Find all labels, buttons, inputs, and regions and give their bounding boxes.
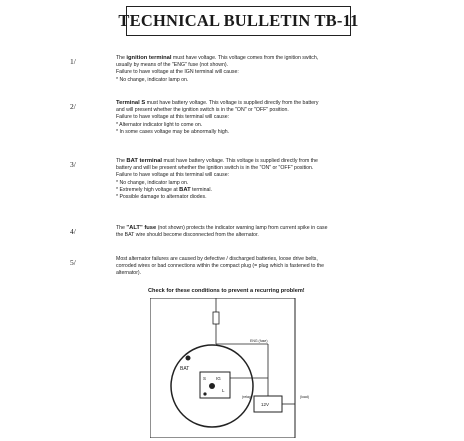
line-text-after: terminal. [190,186,212,193]
section-number: 2/ [70,102,76,111]
line-emphasis: BAT terminal [126,158,163,164]
line-emphasis: "ALT" fuse [126,225,157,231]
line-text: battery and will be present whether the ignition switch is in the "ON" or "OFF" position. [116,165,314,172]
text-line [116,256,416,263]
text-line [116,270,416,277]
line-text-after: must have voltage. This voltage comes from the ignition switch, [171,55,319,61]
section-text [116,55,416,84]
line-text-after: must have battery voltage. This voltage is supplied directly from the battery [145,100,319,106]
text-line [116,225,416,232]
text-line [116,187,416,194]
line-text: usually by means of the "ENG" fuse (not shown). [116,62,229,69]
section-number: 1/ [70,57,76,66]
line-text: The [116,225,127,231]
load-label: (load) [300,395,309,399]
text-line [116,129,416,136]
text-line [116,114,416,121]
section-text [116,158,416,201]
line-emphasis: ignition terminal [126,55,172,61]
section-number: 5/ [70,258,76,267]
text-line [116,55,416,62]
line-text: corroded wires or bad connections within the compact plug (= plug which is fastened to the [116,263,325,270]
line-text: * Extremely high voltage at [116,186,180,193]
line-text: the BAT wire should become disconnected from the alternator. [116,232,259,239]
line-emphasis: Terminal S [116,100,146,106]
text-line [116,69,416,76]
text-line [116,263,416,270]
line-text: and will present whether the ignition switch is in the "ON" or "OFF" position. [116,107,289,114]
text-line [116,122,416,129]
line-text: The [116,158,127,164]
line-text: alternator). [116,270,142,277]
section-number: 4/ [70,227,76,236]
check-conditions-text: Check for these conditions to prevent a recurring problem! [148,288,305,294]
text-line [116,62,416,69]
plug-pin [203,392,206,395]
line-text: * Possible damage to alternator diodes. [116,194,207,201]
text-line [116,77,416,84]
line-emphasis: BAT [179,186,191,193]
line-text: Failure to have voltage at this terminal will cause: [116,114,230,121]
text-line [116,107,416,114]
section-text [116,100,416,136]
section-number: 3/ [70,160,76,169]
line-text: The [116,55,127,61]
l-label: L [222,388,225,393]
bat-terminal [186,356,191,361]
line-text: Failure to have voltage at the IGN terminal will cause: [116,69,239,76]
fuse-symbol [213,312,219,324]
line-text-after: must have battery voltage. This voltage is supplied directly from the [162,158,318,164]
line-text: * No change, indicator lamp on. [116,76,189,83]
text-line [116,232,416,239]
line-text: * Alternator indicator light to come on. [116,121,203,128]
text-line [116,165,416,172]
voltage-label: 12V [261,402,270,407]
title-box [118,6,359,36]
diagram-frame [150,298,295,438]
plug-center [209,383,215,389]
line-text: Failure to have voltage at this terminal will cause: [116,172,230,179]
bat-label: BAT [180,366,190,372]
wiring-diagram [150,298,350,438]
page-title: TECHNICAL BULLETIN TB-11 [118,11,359,30]
section-text [116,225,416,239]
line-text: * No change, indicator lamp on. [116,179,189,186]
s-label: S [203,376,207,381]
section-text [116,256,416,278]
line-text: * In some cases voltage may be abnormally high. [116,128,230,135]
ig-label: IG [216,376,221,381]
text-line [116,194,416,201]
text-line [116,172,416,179]
line-text: Most alternator failures are caused by defective / discharged batteries, loose drive belts, [116,256,318,262]
diagram-label-top: ENG (fuse) [250,339,268,343]
text-line [116,100,416,107]
relay-label: (relay) [242,395,252,399]
text-line [116,180,416,187]
line-text-after: (not shown) protects the indicator warning lamp from current spike in case [156,225,328,231]
text-line [116,158,416,165]
